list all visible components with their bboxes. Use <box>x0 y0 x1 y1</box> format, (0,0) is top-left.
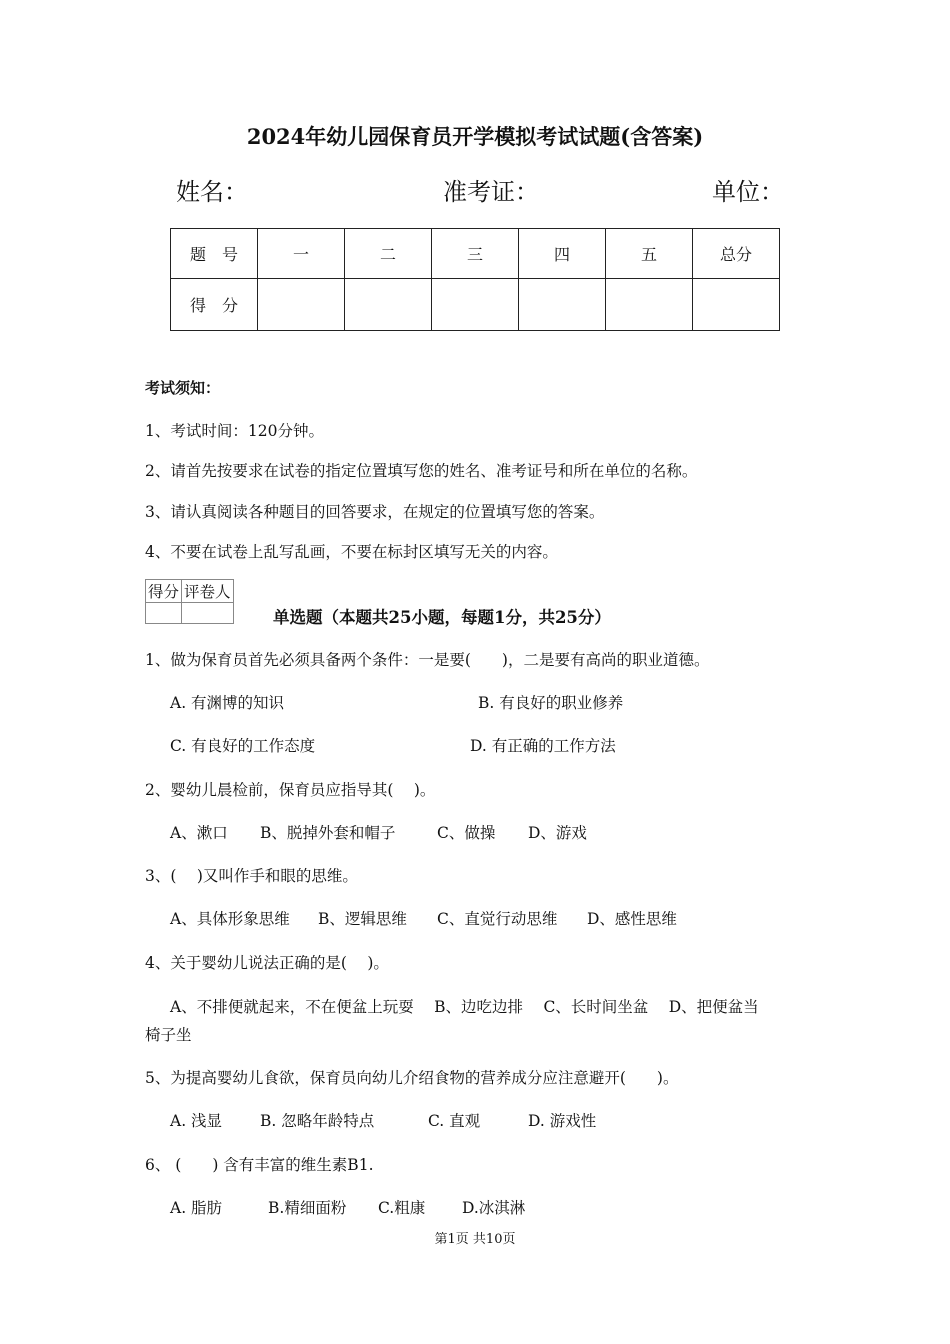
page-title: 2024年幼儿园保育员开学模拟考试试题(含答案) <box>246 124 704 149</box>
option-2c: C、做操 <box>437 824 496 842</box>
option-1d: D. 有正确的工作方法 <box>470 737 616 755</box>
option-5a: A. 浅显 <box>170 1112 223 1130</box>
option-1c: C. 有良好的工作态度 <box>170 737 316 755</box>
question-stem: 6、 ( ) 含有丰富的维生素B1. <box>145 1156 374 1174</box>
score-table <box>170 228 780 331</box>
option-2d: D、游戏 <box>528 824 587 842</box>
notice-item: 4、不要在试卷上乱写乱画，不要在标封区填写无关的内容。 <box>145 543 558 561</box>
score-cell[interactable] <box>519 279 606 331</box>
question-stem: 2、婴幼儿晨检前，保育员应指导其( )。 <box>145 781 436 799</box>
question-stem: 3、( )又叫作手和眼的思维。 <box>145 867 358 885</box>
option-3d: D、感性思维 <box>587 910 677 928</box>
grader-score-cell[interactable] <box>146 603 182 624</box>
option-6d: D.冰淇淋 <box>462 1199 526 1217</box>
score-header-cell: 总分 <box>693 229 780 279</box>
score-header-cell: 二 <box>345 229 432 279</box>
option-3b: B、逻辑思维 <box>318 910 407 928</box>
notice-item: 1、考试时间：120分钟。 <box>145 422 324 440</box>
grader-score-label: 得分 <box>146 580 182 603</box>
option-1a: A. 有渊博的知识 <box>170 694 285 712</box>
score-header-cell: 题 号 <box>171 229 258 279</box>
notice-heading: 考试须知： <box>145 379 221 397</box>
notice-item: 3、请认真阅读各种题目的回答要求，在规定的位置填写您的答案。 <box>145 503 605 521</box>
option-6b: B.精细面粉 <box>268 1199 347 1217</box>
score-row-label: 得 分 <box>171 279 258 331</box>
score-header-cell: 三 <box>432 229 519 279</box>
score-header-cell: 五 <box>606 229 693 279</box>
section-title: 单选题（本题共25小题，每题1分，共25分） <box>273 608 611 627</box>
score-header-cell: 一 <box>258 229 345 279</box>
option-6a: A. 脂肪 <box>170 1199 223 1217</box>
option-2b: B、脱掉外套和帽子 <box>260 824 396 842</box>
option-3a: A、具体形象思维 <box>170 910 290 928</box>
grader-reviewer-label: 评卷人 <box>182 580 234 603</box>
score-cell[interactable] <box>693 279 780 331</box>
name-field-label: 姓名： <box>176 178 248 206</box>
score-cell[interactable] <box>258 279 345 331</box>
option-2a: A、漱口 <box>170 824 228 842</box>
score-cell[interactable] <box>606 279 693 331</box>
option-5d: D. 游戏性 <box>528 1112 597 1130</box>
option-line: A、不排便就起来，不在便盆上玩耍 B、边吃边排 C、长时间坐盆 D、把便盆当 <box>170 998 759 1016</box>
score-table-header-row <box>171 229 780 279</box>
option-5b: B. 忽略年龄特点 <box>260 1112 375 1130</box>
score-header-cell: 四 <box>519 229 606 279</box>
option-3c: C、直觉行动思维 <box>437 910 558 928</box>
exam-id-field-label: 准考证： <box>443 178 539 206</box>
score-cell[interactable] <box>432 279 519 331</box>
page-footer: 第1页 共10页 <box>434 1232 516 1247</box>
notice-item: 2、请首先按要求在试卷的指定位置填写您的姓名、准考证号和所在单位的名称。 <box>145 462 698 480</box>
option-line: 椅子坐 <box>145 1026 192 1044</box>
score-cell[interactable] <box>345 279 432 331</box>
question-stem: 4、关于婴幼儿说法正确的是( )。 <box>145 954 389 972</box>
grader-table <box>145 579 234 624</box>
grader-reviewer-cell[interactable] <box>182 603 234 624</box>
question-stem: 5、为提高婴幼儿食欲，保育员向幼儿介绍食物的营养成分应注意避开( )。 <box>145 1069 679 1087</box>
option-6c: C.粗康 <box>378 1199 426 1217</box>
score-table-score-row <box>171 279 780 331</box>
option-1b: B. 有良好的职业修养 <box>478 694 624 712</box>
option-5c: C. 直观 <box>428 1112 481 1130</box>
question-stem: 1、做为保育员首先必须具备两个条件：一是要( )，二是要有高尚的职业道德。 <box>145 651 710 669</box>
unit-field-label: 单位： <box>712 178 784 206</box>
